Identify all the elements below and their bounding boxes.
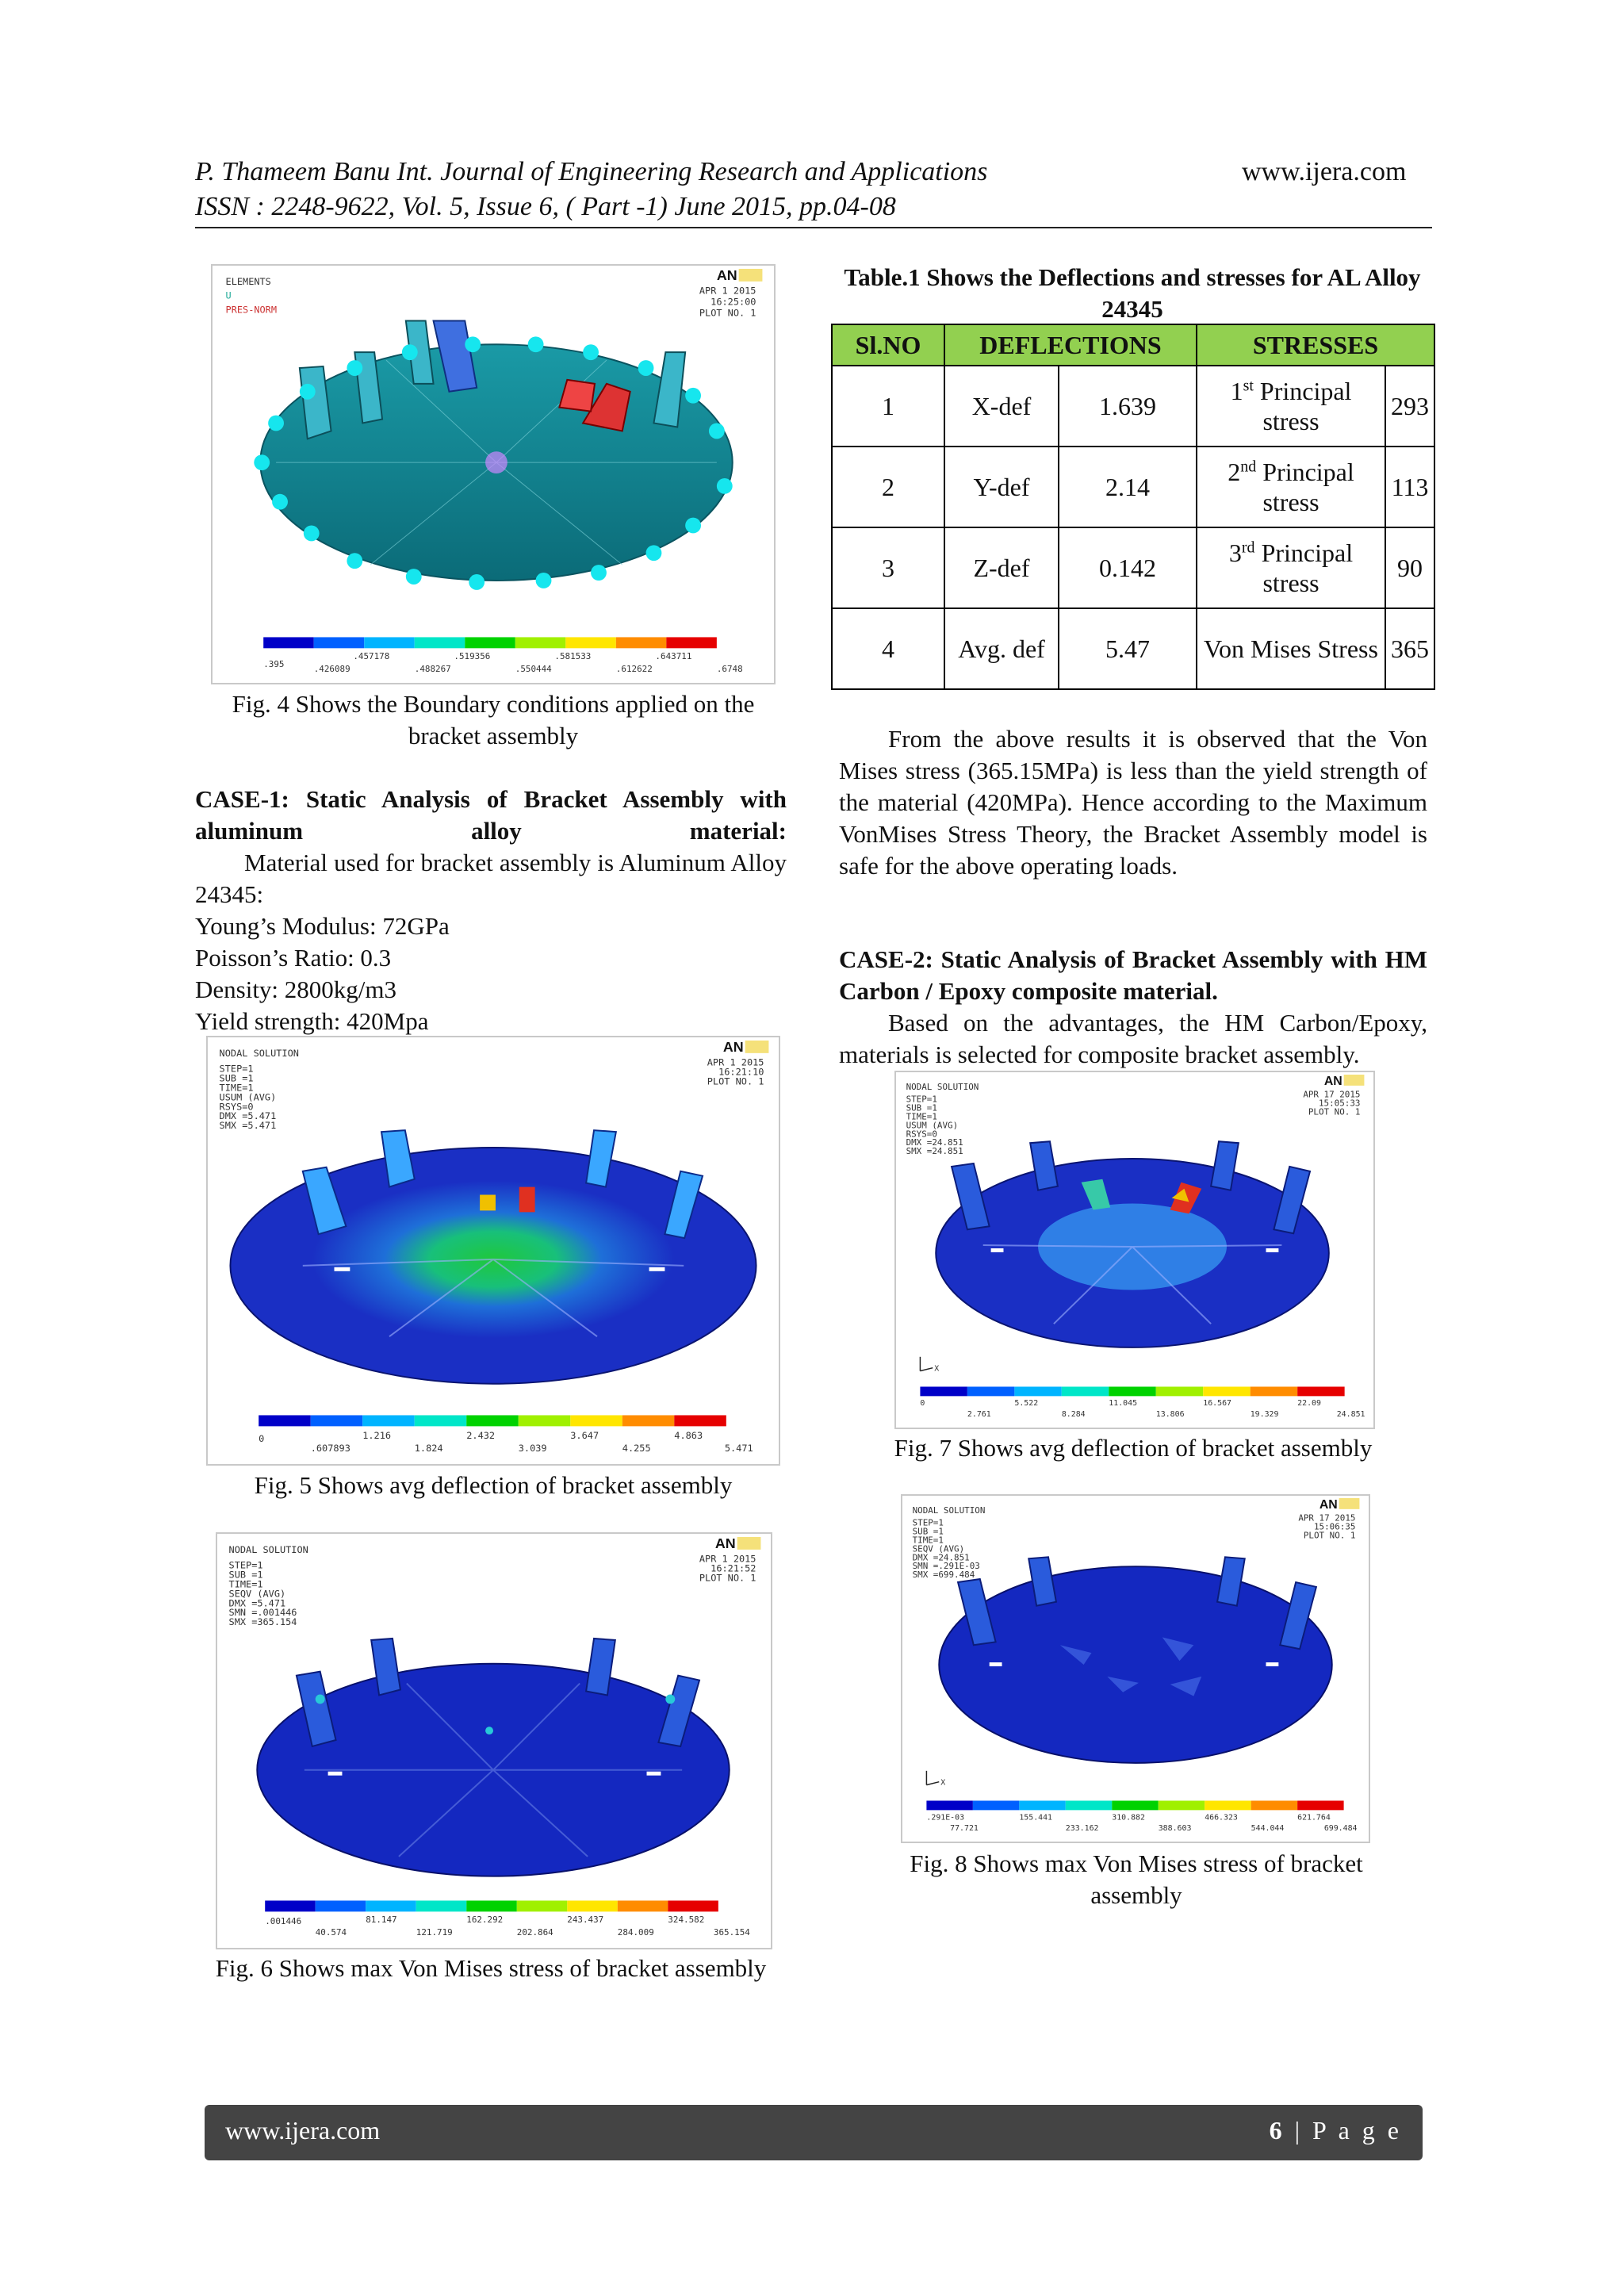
fig8-info-4: TIME=1: [912, 1535, 944, 1546]
row-no: 3: [832, 527, 944, 608]
fig5-scale-t4: 4.863: [674, 1430, 703, 1442]
fig7-colorbar: [920, 1386, 1344, 1396]
fig7-time: 15:05:33: [1318, 1098, 1361, 1109]
case1-prop-density: Density: 2800kg/m3: [195, 976, 397, 1003]
svg-text:AN: AN: [714, 1535, 736, 1551]
fig7-plot: PLOT NO. 1: [1308, 1106, 1361, 1117]
row-def-value: 5.47: [1059, 608, 1197, 689]
fig7-info-8: SMX =24.851: [906, 1146, 963, 1157]
axis-triad: [926, 1771, 939, 1785]
fig8-scale-b6: 699.484: [1323, 1824, 1358, 1834]
fig7-scale-b6: 24.851: [1336, 1410, 1365, 1420]
table-header-row: [832, 324, 1434, 366]
fig4-scale-b4: .550444: [515, 664, 552, 675]
row-def-value: 2.14: [1059, 447, 1197, 527]
fig5-scale-t3: 3.647: [570, 1430, 599, 1442]
svg-text:X: X: [940, 1778, 946, 1788]
fig8-info-5: SEQV (AVG): [912, 1543, 965, 1554]
journal-url[interactable]: www.ijera.com: [1242, 157, 1407, 186]
fig4-caption: Fig. 4 Shows the Boundary conditions applied on the bracket assembly: [232, 690, 755, 749]
fig8-scale-t1: 155.441: [1019, 1813, 1053, 1823]
page-footer: [205, 2105, 1423, 2160]
fig5-image: [206, 1036, 780, 1466]
case2-heading: CASE-2: Static Analysis of Bracket Assembly with HM Carbon / Epoxy composite material.: [839, 945, 1427, 1005]
fig6-info-8: SMX =365.154: [228, 1616, 297, 1628]
case1-prop-poisson: Poisson’s Ratio: 0.3: [195, 944, 392, 972]
row-def-label: Y-def: [944, 447, 1059, 527]
fig5-scale-b3: 1.824: [414, 1443, 443, 1455]
svg-text:AN: AN: [722, 1038, 744, 1055]
fig8-plot: PLOT NO. 1: [1303, 1530, 1356, 1541]
fig7-info-6: RSYS=0: [906, 1129, 937, 1140]
ansys-logo: [715, 1535, 761, 1551]
fig7-scale-b2: 2.761: [967, 1410, 991, 1420]
fig7-scale-b4: 13.806: [1155, 1410, 1185, 1420]
row-stress-label: 1st Principal stress: [1197, 366, 1385, 447]
row-stress-value: 365: [1385, 608, 1434, 689]
case1-prop-youngs: Young’s Modulus: 72GPa: [195, 912, 450, 940]
fig4-info-2: U: [225, 289, 232, 301]
fig6-info-6: DMX =5.471: [228, 1597, 286, 1609]
fig7-scale-b3: 8.284: [1061, 1410, 1086, 1420]
fig4-info-1: ELEMENTS: [225, 275, 271, 287]
fig4-info-3: PRES-NORM: [225, 304, 278, 316]
fig7-caption: Fig. 7 Shows avg deflection of bracket assembly: [894, 1434, 1373, 1462]
ansys-logo: [1324, 1075, 1365, 1088]
fig5-scale-t2: 2.432: [466, 1430, 496, 1442]
row-no: 4: [832, 608, 944, 689]
fig8-scale-b4: 388.603: [1158, 1824, 1192, 1834]
svg-text:X: X: [934, 1364, 940, 1374]
fig8-info-1: NODAL SOLUTION: [912, 1504, 986, 1516]
fig4-scale-t2: .519356: [454, 651, 491, 662]
fig8-image: [901, 1494, 1370, 1843]
row-def-label: Avg. def: [944, 608, 1059, 689]
fig6-scale-b5: 284.009: [617, 1927, 654, 1938]
fig8-info-2: STEP=1: [912, 1517, 944, 1528]
fig4-scale-t4: .643711: [655, 651, 692, 662]
table-header-deflections: DEFLECTIONS: [944, 324, 1197, 366]
fig6-scale-t2: 162.292: [466, 1915, 504, 1926]
table-row: [832, 366, 1434, 447]
fig7-info-7: DMX =24.851: [906, 1137, 963, 1148]
fig5-info-6: RSYS=0: [219, 1101, 254, 1113]
fig6-scale-b2: 40.574: [315, 1927, 347, 1938]
results-table: [831, 324, 1435, 690]
fig7-info-4: TIME=1: [906, 1111, 937, 1122]
ansys-logo: [1320, 1498, 1360, 1512]
fig6-info-5: SEQV (AVG): [228, 1588, 286, 1600]
fig6-scale-t3: 243.437: [567, 1915, 604, 1926]
table-header-stresses: STRESSES: [1197, 324, 1434, 366]
fig5-info-3: SUB =1: [219, 1072, 254, 1084]
fig6-info-4: TIME=1: [228, 1578, 263, 1590]
svg-text:AN: AN: [716, 266, 737, 283]
fig6-time: 16:21:52: [710, 1562, 756, 1574]
fig5-info-7: DMX =5.471: [219, 1110, 277, 1122]
fig5-scale-b1: 0: [259, 1433, 265, 1445]
table-row: [832, 608, 1434, 689]
fig7-scale-b1: 0: [920, 1399, 925, 1409]
case1-body: [195, 847, 787, 1037]
case1-heading-line1: CASE-1: Static Analysis of Bracket Assembly with aluminum alloy material:: [195, 785, 787, 845]
header-rule: [195, 227, 1432, 228]
fig5-scale-t1: 1.216: [362, 1430, 392, 1442]
fig6-plot: PLOT NO. 1: [699, 1572, 756, 1584]
fig7-scale-b5: 19.329: [1250, 1410, 1279, 1420]
row-stress-value: 293: [1385, 366, 1434, 447]
fig4-time: 16:25:00: [710, 296, 756, 308]
row-def-value: 0.142: [1059, 527, 1197, 608]
fig8-info-7: SMN =.291E-03: [912, 1561, 980, 1572]
row-stress-value: 90: [1385, 527, 1434, 608]
fig8-scale-b3: 233.162: [1065, 1824, 1099, 1834]
fig6-scale-t4: 324.582: [668, 1915, 705, 1926]
fig7-scale-t1: 5.522: [1014, 1399, 1039, 1409]
fig6-info-1: NODAL SOLUTION: [228, 1543, 308, 1555]
fig4-scale-b2: .426089: [313, 664, 350, 675]
fig7-scale-t3: 16.567: [1203, 1399, 1232, 1409]
fig8-caption: Fig. 8 Shows max Von Mises stress of bracket assembly: [910, 1849, 1363, 1909]
fig7-scale-t2: 11.045: [1109, 1399, 1138, 1409]
row-def-label: X-def: [944, 366, 1059, 447]
fig7-date: APR 17 2015: [1303, 1089, 1361, 1100]
fig5-scale-b4: 3.039: [518, 1443, 547, 1455]
svg-text:AN: AN: [1319, 1497, 1338, 1512]
fig8-scale-t3: 466.323: [1205, 1813, 1238, 1823]
fig8-scale-t4: 621.764: [1297, 1813, 1331, 1823]
fig7-info-2: STEP=1: [906, 1094, 937, 1105]
fig4-scale-b5: .612622: [615, 664, 653, 675]
result-paragraph: From the above results it is observed that the Von Mises stress (365.15MPa) is less than the yield strength of the material (420MPa). Hence according to the Maximum VonMises Stress Theory, the Bracket Assembly model is safe for the above operating loads.: [839, 725, 1427, 880]
fig5-scale-b6: 5.471: [724, 1443, 753, 1455]
fig7-image: [894, 1071, 1375, 1429]
fig6-scale-b4: 202.864: [516, 1927, 553, 1938]
case1-intro: Material used for bracket assembly is Aluminum Alloy 24345:: [195, 849, 787, 908]
fig4-colorbar: [263, 637, 717, 648]
ansys-logo: [717, 267, 763, 283]
fig6-info-2: STEP=1: [228, 1559, 263, 1571]
row-def-label: Z-def: [944, 527, 1059, 608]
axis-triad: [920, 1357, 933, 1371]
row-stress-value: 113: [1385, 447, 1434, 527]
ansys-logo: [723, 1039, 769, 1055]
footer-page-number: 6 | P a g e: [1269, 2116, 1402, 2145]
fig5-plot: PLOT NO. 1: [707, 1075, 764, 1087]
fig7-scale-t4: 22.09: [1297, 1399, 1321, 1409]
row-no: 1: [832, 366, 944, 447]
fig6-scale-b1: .001446: [265, 1916, 302, 1927]
row-stress-label: 3rd Principal stress: [1197, 527, 1385, 608]
fig8-scale-b2: 77.721: [950, 1824, 979, 1834]
fig8-info-6: DMX =24.851: [912, 1552, 970, 1563]
table-header-slno: Sl.NO: [832, 324, 944, 366]
fig6-date: APR 1 2015: [699, 1553, 756, 1565]
fig5-colorbar: [259, 1415, 726, 1426]
fig8-scale-b5: 544.044: [1251, 1824, 1285, 1834]
fig6-info-7: SMN =.001446: [228, 1607, 297, 1619]
fig6-scale-b3: 121.719: [416, 1927, 453, 1938]
fig5-scale-b5: 4.255: [622, 1443, 651, 1455]
journal-issn: ISSN : 2248-9622, Vol. 5, Issue 6, ( Part -1) June 2015, pp.04-08: [195, 192, 896, 221]
row-stress-label: 2nd Principal stress: [1197, 447, 1385, 527]
fig8-info-3: SUB =1: [912, 1526, 944, 1537]
case2-paragraph: Based on the advantages, the HM Carbon/Epoxy, materials is selected for composite bracket assembly.: [839, 1009, 1427, 1068]
fig4-scale-t3: .581533: [554, 651, 592, 662]
fig4-scale-b1: .395: [263, 659, 285, 670]
fig7-info-5: USUM (AVG): [906, 1120, 959, 1131]
fig5-caption: Fig. 5 Shows avg deflection of bracket assembly: [254, 1471, 733, 1499]
table-row: [832, 527, 1434, 608]
fig5-date: APR 1 2015: [707, 1056, 764, 1068]
fig7-info-1: NODAL SOLUTION: [906, 1081, 979, 1092]
case1-prop-yield: Yield strength: 420Mpa: [195, 1007, 429, 1035]
journal-title: P. Thameem Banu Int. Journal of Engineering Research and Applications: [195, 157, 988, 186]
table-row: [832, 447, 1434, 527]
row-stress-label: Von Mises Stress: [1197, 608, 1385, 689]
table1-title: Table.1 Shows the Deflections and stresses for AL Alloy 24345: [844, 263, 1421, 323]
row-no: 2: [832, 447, 944, 527]
fig5-info-5: USUM (AVG): [219, 1091, 277, 1103]
fig4-scale-b3: .488267: [414, 664, 451, 675]
fig6-colorbar: [265, 1900, 718, 1911]
row-def-value: 1.639: [1059, 366, 1197, 447]
fig5-info-2: STEP=1: [219, 1063, 254, 1075]
fig8-time: 15:06:35: [1313, 1521, 1356, 1532]
fig6-scale-b6: 365.154: [713, 1927, 750, 1938]
fig4-scale-t1: .457178: [353, 651, 390, 662]
fig8-scale-t2: 310.882: [1112, 1813, 1145, 1823]
fig5-info-4: TIME=1: [219, 1082, 254, 1094]
fig5-time: 16:21:10: [718, 1066, 764, 1078]
fig8-info-8: SMX =699.484: [912, 1570, 975, 1581]
fig4-plot: PLOT NO. 1: [699, 307, 756, 319]
footer-url[interactable]: www.ijera.com: [225, 2116, 381, 2145]
fig8-scale-b1: .291E-03: [926, 1813, 965, 1823]
fig6-caption: Fig. 6 Shows max Von Mises stress of bracket assembly: [215, 1954, 767, 1982]
fig5-info-8: SMX =5.471: [219, 1120, 277, 1132]
fig8-date: APR 17 2015: [1298, 1512, 1356, 1524]
fig4-image: [211, 264, 776, 684]
fig6-image: [216, 1532, 772, 1949]
fig5-info-1: NODAL SOLUTION: [219, 1047, 299, 1059]
fig5-scale-b2: .607893: [310, 1443, 350, 1455]
fig6-scale-t1: 81.147: [366, 1915, 397, 1926]
fig8-colorbar: [926, 1800, 1343, 1810]
fig4-date: APR 1 2015: [699, 285, 756, 297]
fig4-scale-b6: .6748: [716, 664, 743, 675]
fig7-info-3: SUB =1: [906, 1102, 937, 1114]
fig6-info-3: SUB =1: [228, 1569, 263, 1581]
svg-text:AN: AN: [1323, 1074, 1342, 1088]
